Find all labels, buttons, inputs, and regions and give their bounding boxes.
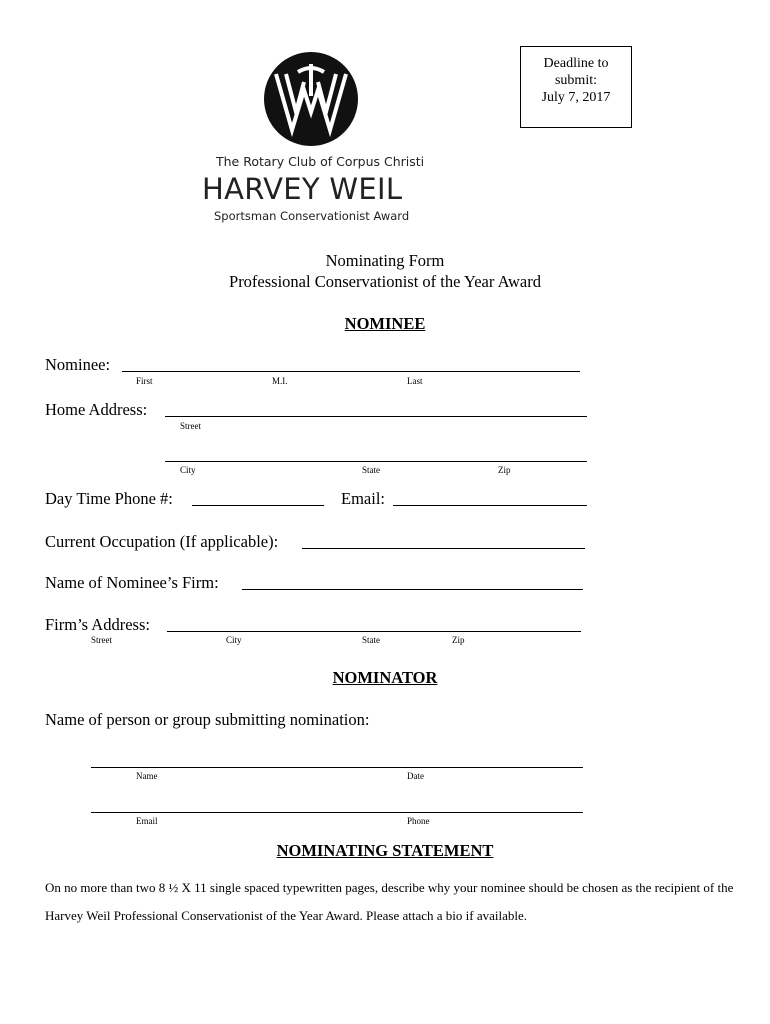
org-name: The Rotary Club of Corpus Christi [216, 154, 425, 169]
form-title: Nominating Form [325, 251, 445, 270]
deadline-date: July 7, 2017 [541, 90, 611, 105]
firm-name-label: Name of Nominee’s Firm: [45, 573, 219, 592]
home-address-label: Home Address: [45, 400, 148, 419]
city-hint: City [180, 465, 196, 475]
statement-text: On no more than two 8 ½ X 11 single spaced typewritten pages, describe why your nominee should be chosen as the recipient of the Harvey Weil Professional Conservationist of the Year Award. Please attach a bio if available. [45, 880, 734, 923]
nominee-heading: NOMINEE [344, 314, 426, 333]
deadline-box [520, 46, 632, 128]
firm-address-field[interactable] [167, 631, 581, 632]
mi-hint: M.I. [272, 376, 288, 386]
first-hint: First [136, 376, 153, 386]
home-city-state-zip-field[interactable] [165, 461, 587, 462]
nominator-email-phone-field[interactable] [91, 812, 583, 813]
zip-hint: Zip [498, 465, 511, 475]
email-label: Email: [341, 489, 385, 508]
nominator-name-hint: Name [136, 771, 158, 781]
award-name: HARVEY WEIL [202, 172, 403, 206]
last-hint: Last [407, 376, 423, 386]
nominator-prompt: Name of person or group submitting nomination: [45, 710, 370, 729]
nominator-name-date-field[interactable] [91, 767, 583, 768]
state-hint: State [362, 465, 380, 475]
phone-field[interactable] [192, 505, 324, 506]
street-hint: Street [180, 421, 201, 431]
nominator-date-hint: Date [407, 771, 424, 781]
home-street-field[interactable] [165, 416, 587, 417]
phone-label: Day Time Phone #: [45, 489, 173, 508]
firm-street-hint: Street [91, 635, 112, 645]
statement-heading: NOMINATING STATEMENT [276, 841, 494, 860]
harvey-weil-logo [262, 50, 360, 148]
nominator-heading: NOMINATOR [332, 668, 438, 687]
nominee-name-field[interactable] [122, 371, 580, 372]
firm-zip-hint: Zip [452, 635, 465, 645]
nominator-email-hint: Email [136, 816, 158, 826]
firm-state-hint: State [362, 635, 380, 645]
occupation-label: Current Occupation (If applicable): [45, 532, 279, 551]
email-field[interactable] [393, 505, 587, 506]
nominee-label: Nominee: [45, 355, 111, 374]
deadline-line2: submit: [554, 73, 597, 88]
firm-address-label: Firm’s Address: [45, 615, 150, 634]
deadline-line1: Deadline to [543, 56, 609, 71]
award-subtitle: Sportsman Conservationist Award [214, 209, 410, 223]
occupation-field[interactable] [302, 548, 585, 549]
firm-city-hint: City [226, 635, 242, 645]
nominator-phone-hint: Phone [407, 816, 430, 826]
firm-name-field[interactable] [242, 589, 583, 590]
form-subtitle: Professional Conservationist of the Year Award [229, 272, 541, 291]
